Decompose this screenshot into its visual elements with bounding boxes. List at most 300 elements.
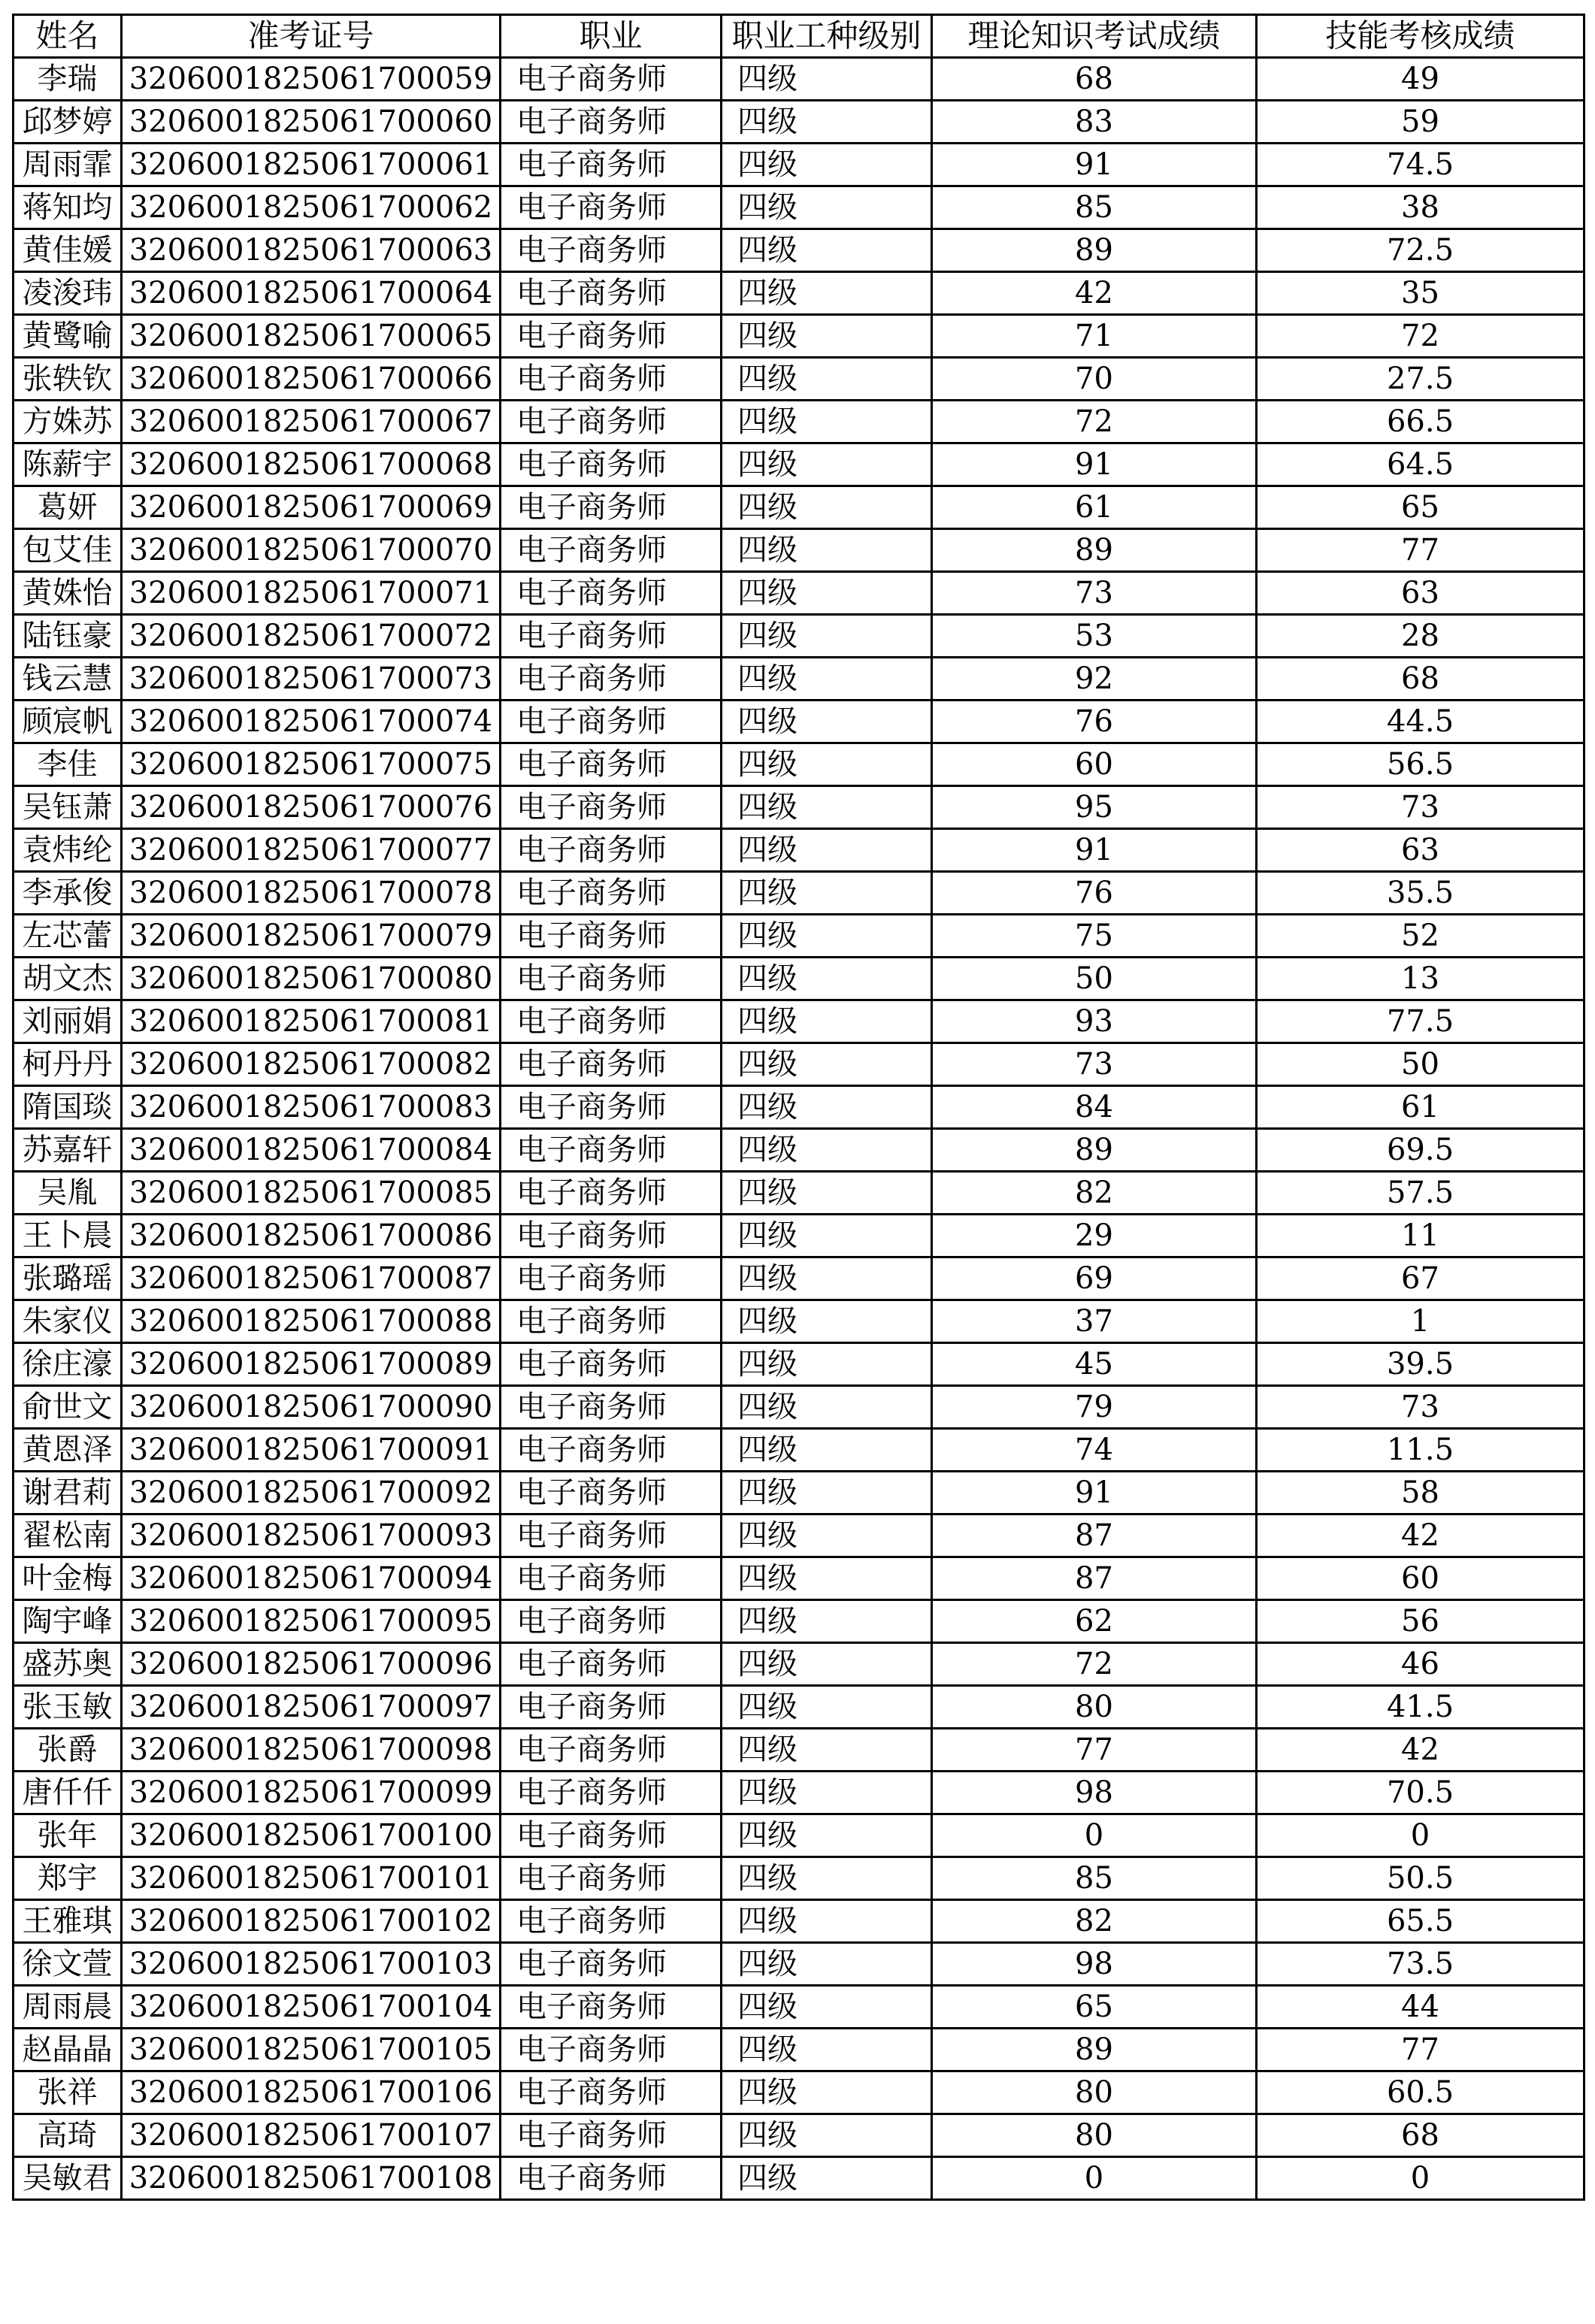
cell-exam-id: 3206001825061700095: [122, 1600, 501, 1643]
table-row: [14, 144, 1584, 186]
cell-theory-score: 82: [932, 1900, 1257, 1943]
cell-theory-score: 53: [932, 615, 1257, 658]
cell-exam-id: 3206001825061700082: [122, 1043, 501, 1086]
cell-name: 俞世文: [14, 1386, 122, 1429]
cell-occupation: 电子商务师: [501, 1772, 722, 1814]
table-row: [14, 1943, 1584, 1986]
cell-level: 四级: [722, 1300, 932, 1343]
cell-exam-id: 3206001825061700061: [122, 144, 501, 186]
cell-exam-id: 3206001825061700081: [122, 1000, 501, 1043]
table-row: [14, 1386, 1584, 1429]
cell-occupation: 电子商务师: [501, 2157, 722, 2200]
cell-name: 方姝苏: [14, 401, 122, 443]
cell-exam-id: 3206001825061700069: [122, 486, 501, 529]
table-row: [14, 1257, 1584, 1300]
header-name: 姓名: [14, 15, 122, 58]
cell-level: 四级: [722, 829, 932, 872]
cell-level: 四级: [722, 144, 932, 186]
cell-level: 四级: [722, 443, 932, 486]
cell-level: 四级: [722, 272, 932, 315]
table-row: [14, 101, 1584, 144]
table-row: [14, 1600, 1584, 1643]
cell-name: 苏嘉轩: [14, 1129, 122, 1172]
cell-occupation: 电子商务师: [501, 743, 722, 786]
cell-exam-id: 3206001825061700083: [122, 1086, 501, 1129]
cell-occupation: 电子商务师: [501, 829, 722, 872]
cell-occupation: 电子商务师: [501, 1986, 722, 2029]
cell-theory-score: 84: [932, 1086, 1257, 1129]
cell-theory-score: 72: [932, 1643, 1257, 1686]
cell-exam-id: 3206001825061700104: [122, 1986, 501, 2029]
table-row: [14, 1557, 1584, 1600]
cell-occupation: 电子商务师: [501, 1043, 722, 1086]
cell-level: 四级: [722, 1814, 932, 1857]
table-row: [14, 1515, 1584, 1557]
cell-name: 张祥: [14, 2071, 122, 2114]
cell-exam-id: 3206001825061700102: [122, 1900, 501, 1943]
cell-exam-id: 3206001825061700072: [122, 615, 501, 658]
header-occupation: 职业: [501, 15, 722, 58]
cell-skill-score: 65.5: [1257, 1900, 1584, 1943]
table-row: [14, 1429, 1584, 1472]
cell-level: 四级: [722, 915, 932, 958]
cell-name: 钱云慧: [14, 658, 122, 701]
cell-name: 高琦: [14, 2114, 122, 2157]
cell-level: 四级: [722, 872, 932, 915]
cell-theory-score: 45: [932, 1343, 1257, 1386]
table-row: [14, 743, 1584, 786]
table-row: [14, 786, 1584, 829]
cell-occupation: 电子商务师: [501, 58, 722, 101]
cell-name: 吴敏君: [14, 2157, 122, 2200]
cell-level: 四级: [722, 1900, 932, 1943]
cell-theory-score: 72: [932, 401, 1257, 443]
table-row: [14, 443, 1584, 486]
cell-exam-id: 3206001825061700091: [122, 1429, 501, 1472]
cell-theory-score: 29: [932, 1215, 1257, 1257]
cell-occupation: 电子商务师: [501, 358, 722, 401]
cell-level: 四级: [722, 1172, 932, 1215]
cell-skill-score: 77: [1257, 2029, 1584, 2071]
header-theory-score: 理论知识考试成绩: [932, 15, 1257, 58]
cell-occupation: 电子商务师: [501, 2114, 722, 2157]
table-row: [14, 1172, 1584, 1215]
cell-level: 四级: [722, 2157, 932, 2200]
table-row: [14, 829, 1584, 872]
cell-exam-id: 3206001825061700066: [122, 358, 501, 401]
cell-occupation: 电子商务师: [501, 1600, 722, 1643]
cell-occupation: 电子商务师: [501, 958, 722, 1000]
cell-level: 四级: [722, 186, 932, 229]
cell-exam-id: 3206001825061700085: [122, 1172, 501, 1215]
cell-name: 周雨晨: [14, 1986, 122, 2029]
table-row: [14, 272, 1584, 315]
cell-exam-id: 3206001825061700105: [122, 2029, 501, 2071]
cell-exam-id: 3206001825061700084: [122, 1129, 501, 1172]
table-row: [14, 615, 1584, 658]
cell-name: 柯丹丹: [14, 1043, 122, 1086]
table-row: [14, 1472, 1584, 1515]
table-row: [14, 2071, 1584, 2114]
cell-skill-score: 60.5: [1257, 2071, 1584, 2114]
cell-occupation: 电子商务师: [501, 272, 722, 315]
cell-skill-score: 11.5: [1257, 1429, 1584, 1472]
cell-skill-score: 0: [1257, 2157, 1584, 2200]
cell-name: 刘丽娟: [14, 1000, 122, 1043]
table-row: [14, 2029, 1584, 2071]
cell-name: 王卜晨: [14, 1215, 122, 1257]
cell-level: 四级: [722, 2114, 932, 2157]
cell-level: 四级: [722, 229, 932, 272]
cell-occupation: 电子商务师: [501, 1814, 722, 1857]
cell-name: 左芯蕾: [14, 915, 122, 958]
cell-name: 黄佳媛: [14, 229, 122, 272]
cell-skill-score: 49: [1257, 58, 1584, 101]
cell-level: 四级: [722, 1000, 932, 1043]
cell-occupation: 电子商务师: [501, 186, 722, 229]
table-row: [14, 1215, 1584, 1257]
cell-skill-score: 73: [1257, 786, 1584, 829]
cell-skill-score: 77.5: [1257, 1000, 1584, 1043]
cell-level: 四级: [722, 1986, 932, 2029]
cell-level: 四级: [722, 1129, 932, 1172]
cell-name: 隋国琰: [14, 1086, 122, 1129]
cell-name: 李承俊: [14, 872, 122, 915]
cell-level: 四级: [722, 2071, 932, 2114]
cell-exam-id: 3206001825061700107: [122, 2114, 501, 2157]
cell-level: 四级: [722, 1343, 932, 1386]
cell-exam-id: 3206001825061700062: [122, 186, 501, 229]
cell-theory-score: 82: [932, 1172, 1257, 1215]
cell-occupation: 电子商务师: [501, 1000, 722, 1043]
table-row: [14, 658, 1584, 701]
cell-theory-score: 37: [932, 1300, 1257, 1343]
cell-occupation: 电子商务师: [501, 315, 722, 358]
cell-occupation: 电子商务师: [501, 1215, 722, 1257]
cell-occupation: 电子商务师: [501, 1729, 722, 1772]
cell-theory-score: 85: [932, 1857, 1257, 1900]
table-row: [14, 1129, 1584, 1172]
cell-exam-id: 3206001825061700108: [122, 2157, 501, 2200]
cell-name: 周雨霏: [14, 144, 122, 186]
cell-theory-score: 73: [932, 1043, 1257, 1086]
cell-exam-id: 3206001825061700068: [122, 443, 501, 486]
cell-skill-score: 65: [1257, 486, 1584, 529]
cell-name: 张爵: [14, 1729, 122, 1772]
cell-name: 包艾佳: [14, 529, 122, 572]
cell-theory-score: 80: [932, 2114, 1257, 2157]
cell-exam-id: 3206001825061700064: [122, 272, 501, 315]
cell-name: 赵晶晶: [14, 2029, 122, 2071]
table-row: [14, 872, 1584, 915]
cell-theory-score: 93: [932, 1000, 1257, 1043]
table-body: [14, 58, 1584, 2200]
cell-exam-id: 3206001825061700060: [122, 101, 501, 144]
cell-exam-id: 3206001825061700090: [122, 1386, 501, 1429]
cell-skill-score: 64.5: [1257, 443, 1584, 486]
cell-occupation: 电子商务师: [501, 786, 722, 829]
table-row: [14, 1686, 1584, 1729]
cell-occupation: 电子商务师: [501, 229, 722, 272]
cell-skill-score: 61: [1257, 1086, 1584, 1129]
cell-name: 李佳: [14, 743, 122, 786]
cell-skill-score: 77: [1257, 529, 1584, 572]
table-row: [14, 958, 1584, 1000]
cell-exam-id: 3206001825061700070: [122, 529, 501, 572]
cell-theory-score: 91: [932, 829, 1257, 872]
cell-level: 四级: [722, 1557, 932, 1600]
cell-name: 陶宇峰: [14, 1600, 122, 1643]
cell-exam-id: 3206001825061700086: [122, 1215, 501, 1257]
cell-occupation: 电子商务师: [501, 1129, 722, 1172]
cell-occupation: 电子商务师: [501, 2071, 722, 2114]
cell-theory-score: 95: [932, 786, 1257, 829]
cell-theory-score: 80: [932, 2071, 1257, 2114]
cell-name: 郑宇: [14, 1857, 122, 1900]
cell-theory-score: 77: [932, 1729, 1257, 1772]
table-row: [14, 1986, 1584, 2029]
cell-occupation: 电子商务师: [501, 658, 722, 701]
cell-name: 陆钰豪: [14, 615, 122, 658]
cell-exam-id: 3206001825061700101: [122, 1857, 501, 1900]
cell-theory-score: 50: [932, 958, 1257, 1000]
cell-occupation: 电子商务师: [501, 401, 722, 443]
cell-theory-score: 75: [932, 915, 1257, 958]
cell-level: 四级: [722, 1086, 932, 1129]
cell-occupation: 电子商务师: [501, 1429, 722, 1472]
cell-skill-score: 57.5: [1257, 1172, 1584, 1215]
cell-skill-score: 66.5: [1257, 401, 1584, 443]
cell-skill-score: 44: [1257, 1986, 1584, 2029]
cell-theory-score: 60: [932, 743, 1257, 786]
cell-name: 黄姝怡: [14, 572, 122, 615]
cell-name: 胡文杰: [14, 958, 122, 1000]
cell-theory-score: 89: [932, 1129, 1257, 1172]
cell-exam-id: 3206001825061700093: [122, 1515, 501, 1557]
cell-level: 四级: [722, 1600, 932, 1643]
cell-theory-score: 83: [932, 101, 1257, 144]
header-skill-score: 技能考核成绩: [1257, 15, 1584, 58]
table-row: [14, 572, 1584, 615]
cell-skill-score: 0: [1257, 1814, 1584, 1857]
cell-exam-id: 3206001825061700092: [122, 1472, 501, 1515]
cell-theory-score: 91: [932, 1472, 1257, 1515]
table-row: [14, 486, 1584, 529]
cell-skill-score: 42: [1257, 1515, 1584, 1557]
cell-exam-id: 3206001825061700059: [122, 58, 501, 101]
cell-exam-id: 3206001825061700079: [122, 915, 501, 958]
score-table: [12, 14, 1585, 2201]
cell-skill-score: 72.5: [1257, 229, 1584, 272]
cell-occupation: 电子商务师: [501, 1900, 722, 1943]
cell-exam-id: 3206001825061700099: [122, 1772, 501, 1814]
cell-theory-score: 92: [932, 658, 1257, 701]
table-row: [14, 1000, 1584, 1043]
cell-occupation: 电子商务师: [501, 701, 722, 743]
cell-exam-id: 3206001825061700067: [122, 401, 501, 443]
cell-theory-score: 87: [932, 1557, 1257, 1600]
cell-skill-score: 63: [1257, 829, 1584, 872]
cell-skill-score: 46: [1257, 1643, 1584, 1686]
cell-skill-score: 68: [1257, 2114, 1584, 2157]
table-row: [14, 2114, 1584, 2157]
cell-skill-score: 35: [1257, 272, 1584, 315]
cell-theory-score: 69: [932, 1257, 1257, 1300]
cell-level: 四级: [722, 1772, 932, 1814]
cell-theory-score: 68: [932, 58, 1257, 101]
cell-skill-score: 27.5: [1257, 358, 1584, 401]
cell-skill-score: 35.5: [1257, 872, 1584, 915]
cell-occupation: 电子商务师: [501, 1172, 722, 1215]
table-row: [14, 1900, 1584, 1943]
cell-exam-id: 3206001825061700087: [122, 1257, 501, 1300]
cell-exam-id: 3206001825061700088: [122, 1300, 501, 1343]
cell-theory-score: 65: [932, 1986, 1257, 2029]
table-row: [14, 2157, 1584, 2200]
cell-occupation: 电子商务师: [501, 486, 722, 529]
cell-skill-score: 69.5: [1257, 1129, 1584, 1172]
table-row: [14, 1814, 1584, 1857]
cell-level: 四级: [722, 1472, 932, 1515]
cell-name: 邱梦婷: [14, 101, 122, 144]
cell-skill-score: 11: [1257, 1215, 1584, 1257]
cell-theory-score: 62: [932, 1600, 1257, 1643]
cell-skill-score: 73.5: [1257, 1943, 1584, 1986]
cell-name: 叶金梅: [14, 1557, 122, 1600]
cell-level: 四级: [722, 658, 932, 701]
cell-theory-score: 91: [932, 144, 1257, 186]
cell-theory-score: 87: [932, 1515, 1257, 1557]
cell-skill-score: 42: [1257, 1729, 1584, 1772]
cell-level: 四级: [722, 1257, 932, 1300]
cell-exam-id: 3206001825061700076: [122, 786, 501, 829]
cell-name: 吴钰萧: [14, 786, 122, 829]
cell-level: 四级: [722, 401, 932, 443]
cell-occupation: 电子商务师: [501, 1686, 722, 1729]
cell-name: 唐仟仟: [14, 1772, 122, 1814]
cell-theory-score: 98: [932, 1943, 1257, 1986]
cell-level: 四级: [722, 1729, 932, 1772]
cell-exam-id: 3206001825061700097: [122, 1686, 501, 1729]
cell-theory-score: 74: [932, 1429, 1257, 1472]
table-row: [14, 358, 1584, 401]
cell-skill-score: 63: [1257, 572, 1584, 615]
cell-skill-score: 72: [1257, 315, 1584, 358]
cell-level: 四级: [722, 2029, 932, 2071]
cell-level: 四级: [722, 1857, 932, 1900]
cell-name: 张年: [14, 1814, 122, 1857]
cell-occupation: 电子商务师: [501, 1300, 722, 1343]
cell-theory-score: 76: [932, 701, 1257, 743]
cell-theory-score: 98: [932, 1772, 1257, 1814]
cell-level: 四级: [722, 786, 932, 829]
cell-level: 四级: [722, 1643, 932, 1686]
cell-skill-score: 39.5: [1257, 1343, 1584, 1386]
table-row: [14, 529, 1584, 572]
cell-occupation: 电子商务师: [501, 572, 722, 615]
cell-occupation: 电子商务师: [501, 1857, 722, 1900]
table-row: [14, 701, 1584, 743]
cell-occupation: 电子商务师: [501, 1343, 722, 1386]
cell-exam-id: 3206001825061700094: [122, 1557, 501, 1600]
cell-occupation: 电子商务师: [501, 1643, 722, 1686]
table-row: [14, 229, 1584, 272]
cell-exam-id: 3206001825061700089: [122, 1343, 501, 1386]
cell-theory-score: 71: [932, 315, 1257, 358]
cell-level: 四级: [722, 101, 932, 144]
cell-exam-id: 3206001825061700077: [122, 829, 501, 872]
cell-name: 袁炜纶: [14, 829, 122, 872]
table-row: [14, 915, 1584, 958]
cell-name: 王雅琪: [14, 1900, 122, 1943]
cell-occupation: 电子商务师: [501, 1086, 722, 1129]
cell-skill-score: 41.5: [1257, 1686, 1584, 1729]
cell-theory-score: 80: [932, 1686, 1257, 1729]
cell-name: 顾宸帆: [14, 701, 122, 743]
cell-level: 四级: [722, 1515, 932, 1557]
cell-level: 四级: [722, 743, 932, 786]
cell-skill-score: 74.5: [1257, 144, 1584, 186]
cell-name: 徐文萱: [14, 1943, 122, 1986]
cell-name: 徐庄濠: [14, 1343, 122, 1386]
cell-theory-score: 89: [932, 229, 1257, 272]
cell-name: 张轶钦: [14, 358, 122, 401]
cell-name: 盛苏奥: [14, 1643, 122, 1686]
cell-theory-score: 79: [932, 1386, 1257, 1429]
cell-theory-score: 73: [932, 572, 1257, 615]
cell-skill-score: 58: [1257, 1472, 1584, 1515]
cell-level: 四级: [722, 486, 932, 529]
cell-exam-id: 3206001825061700065: [122, 315, 501, 358]
cell-exam-id: 3206001825061700073: [122, 658, 501, 701]
cell-name: 朱家仪: [14, 1300, 122, 1343]
cell-name: 蒋知均: [14, 186, 122, 229]
cell-level: 四级: [722, 1429, 932, 1472]
table-row: [14, 1043, 1584, 1086]
table-row: [14, 1343, 1584, 1386]
cell-level: 四级: [722, 1386, 932, 1429]
cell-skill-score: 73: [1257, 1386, 1584, 1429]
table-row: [14, 1729, 1584, 1772]
cell-name: 黄鹭喻: [14, 315, 122, 358]
cell-theory-score: 89: [932, 529, 1257, 572]
cell-exam-id: 3206001825061700063: [122, 229, 501, 272]
cell-theory-score: 61: [932, 486, 1257, 529]
cell-occupation: 电子商务师: [501, 615, 722, 658]
cell-level: 四级: [722, 701, 932, 743]
cell-theory-score: 70: [932, 358, 1257, 401]
cell-skill-score: 13: [1257, 958, 1584, 1000]
cell-exam-id: 3206001825061700080: [122, 958, 501, 1000]
cell-occupation: 电子商务师: [501, 1257, 722, 1300]
cell-theory-score: 0: [932, 2157, 1257, 2200]
cell-skill-score: 38: [1257, 186, 1584, 229]
cell-skill-score: 50.5: [1257, 1857, 1584, 1900]
cell-level: 四级: [722, 1215, 932, 1257]
table-row: [14, 315, 1584, 358]
table-row: [14, 401, 1584, 443]
cell-exam-id: 3206001825061700096: [122, 1643, 501, 1686]
cell-occupation: 电子商务师: [501, 872, 722, 915]
cell-skill-score: 67: [1257, 1257, 1584, 1300]
table-row: [14, 1643, 1584, 1686]
cell-level: 四级: [722, 315, 932, 358]
cell-name: 张璐瑶: [14, 1257, 122, 1300]
cell-level: 四级: [722, 58, 932, 101]
cell-skill-score: 52: [1257, 915, 1584, 958]
cell-occupation: 电子商务师: [501, 443, 722, 486]
cell-name: 凌浚玮: [14, 272, 122, 315]
